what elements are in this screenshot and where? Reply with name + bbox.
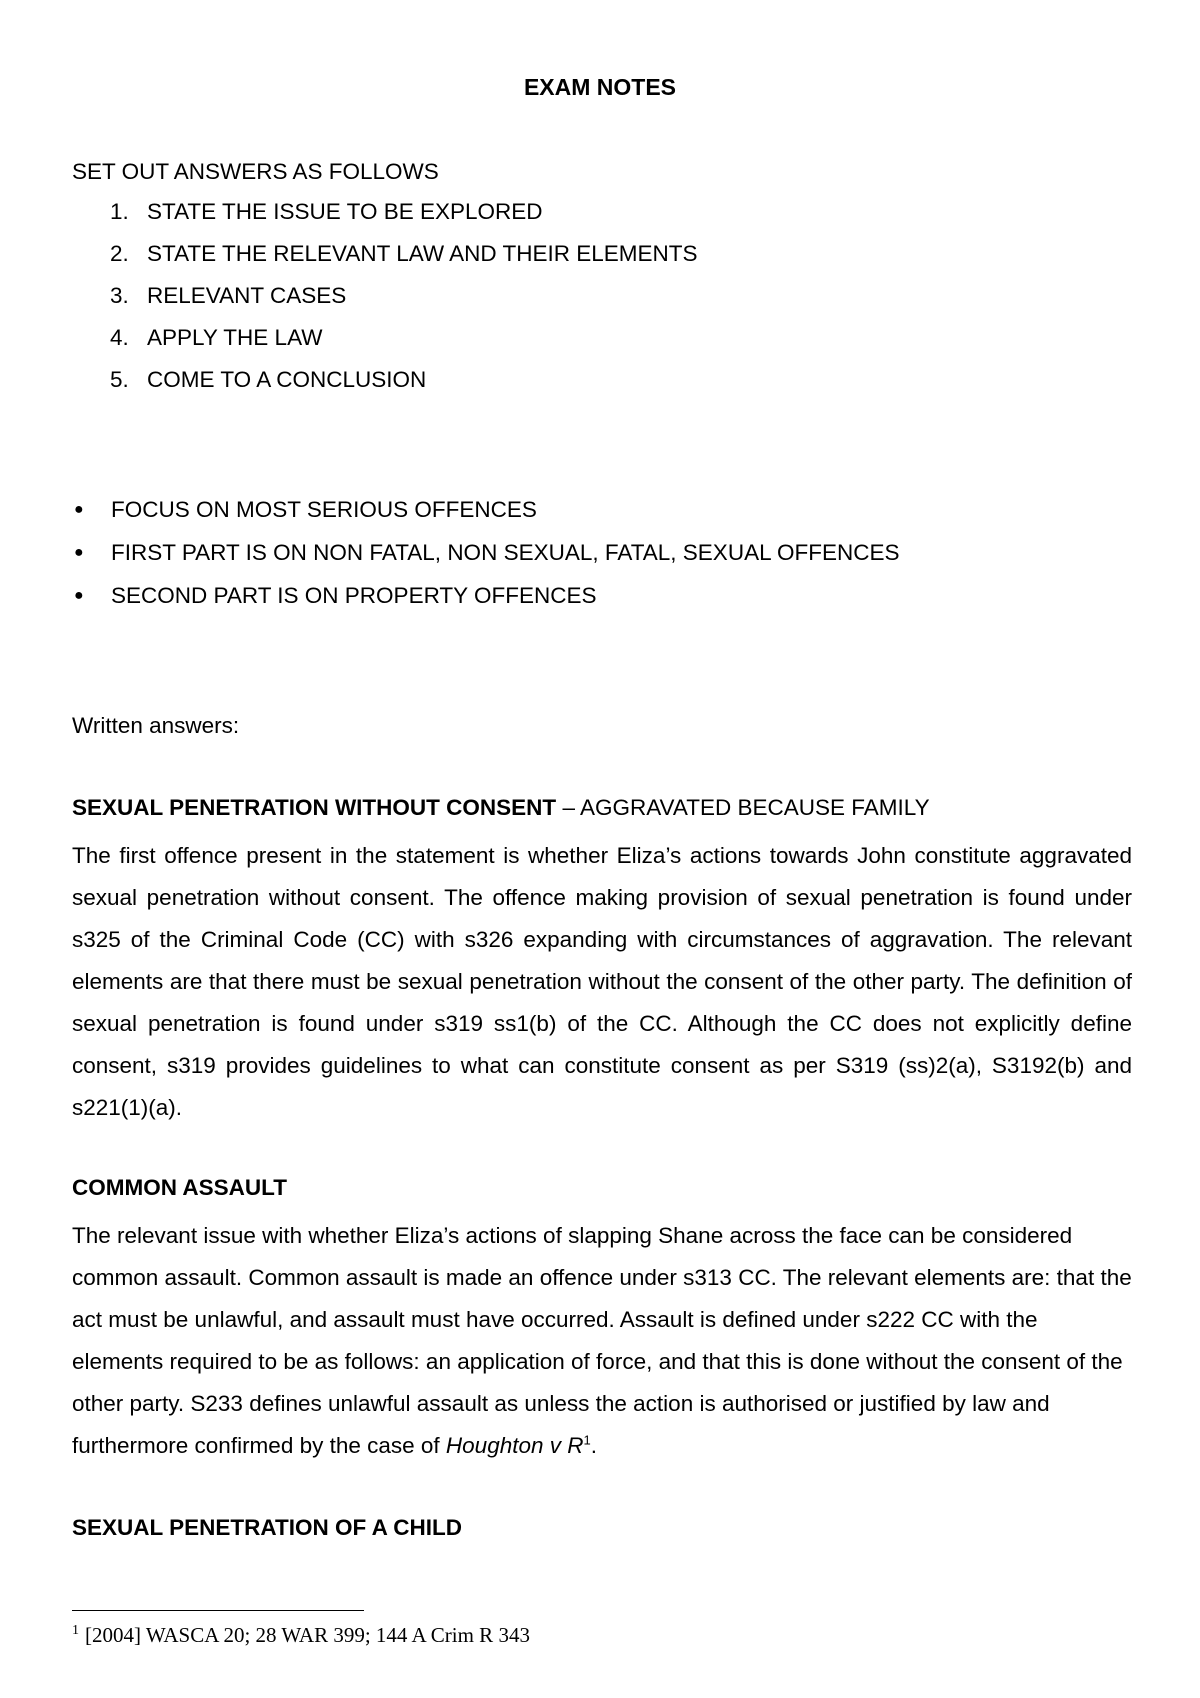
list-item-text: COME TO A CONCLUSION <box>147 367 427 392</box>
list-item <box>110 323 698 365</box>
list-number: 5. <box>110 367 129 392</box>
list-item <box>72 581 900 624</box>
section-body: The first offence present in the statement is whether Eliza’s actions towards John constitute aggravated sexual penetration without consent. The offence making provision of sexual penetration is found under s325 of the Criminal Code (CC) with s326 expanding with circumstances of aggravation. The relevant elements are that there must be sexual penetration without the consent of the other party. The definition of sexual penetration is found under s319 ss1(b) of the CC. Although the CC does not explicitly define consent, s319 provides guidelines to what can constitute consent as per S319 (ss)2(a), S3192(b) and s221(1)(a). <box>72 843 1132 1120</box>
footnote-text: [2004] WASCA 20; 28 WAR 399; 144 A Crim R 343 <box>85 1623 530 1647</box>
bullet-icon: ● <box>74 501 84 518</box>
answer-steps-list <box>110 197 698 407</box>
list-number: 4. <box>110 325 129 350</box>
section-heading-bold: COMMON ASSAULT <box>72 1175 287 1200</box>
list-item-text: APPLY THE LAW <box>147 325 323 350</box>
section-heading-bold: SEXUAL PENETRATION OF A CHILD <box>72 1515 463 1540</box>
written-answers-label: Written answers: <box>72 713 240 738</box>
list-item <box>110 197 698 239</box>
footnote-divider <box>72 1610 364 1611</box>
list-item-text: SECOND PART IS ON PROPERTY OFFENCES <box>111 583 597 608</box>
bullet-icon: ● <box>74 544 84 561</box>
list-item-text: STATE THE RELEVANT LAW AND THEIR ELEMENTS <box>147 241 698 266</box>
list-item <box>110 281 698 323</box>
section-sexual-penetration-of-child <box>72 1513 1132 1555</box>
list-item <box>72 495 900 538</box>
section-heading-bold: SEXUAL PENETRATION WITHOUT CONSENT <box>72 795 557 820</box>
list-number: 2. <box>110 241 129 266</box>
list-item-text: FIRST PART IS ON NON FATAL, NON SEXUAL, FATAL, SEXUAL OFFENCES <box>111 540 900 565</box>
list-item <box>110 365 698 407</box>
section-heading <box>72 793 1132 835</box>
section-body-text: The relevant issue with whether Eliza’s actions of slapping Shane across the face can be considered common assault. Common assault is made an offence under s313 CC. The relevant elements are: that the act must be unlawful, and assault must have occurred. Assault is defined under s222 CC with the elements required to be as follows: an application of force, and that this is done without the consent of the other party. S233 defines unlawful assault as unless the action is authorised or justified by law and furthermore confirmed by the case of <box>72 1223 1132 1458</box>
focus-bullet-list <box>72 495 900 624</box>
section-body <box>72 1215 1132 1467</box>
footnote <box>72 1620 530 1650</box>
footnote-reference: 1 <box>583 1432 591 1448</box>
list-item-text: RELEVANT CASES <box>147 283 347 308</box>
list-item <box>110 239 698 281</box>
case-citation: Houghton v R <box>445 1433 584 1458</box>
section-heading <box>72 1513 1132 1555</box>
section-heading <box>72 1173 1132 1215</box>
bullet-icon: ● <box>74 587 84 604</box>
section-heading-rest: – AGGRAVATED BECAUSE FAMILY <box>556 795 930 820</box>
footnote-number: 1 <box>72 1623 79 1638</box>
section-sexual-penetration-without-consent <box>72 793 1132 1129</box>
section-common-assault <box>72 1173 1132 1467</box>
list-item-text: FOCUS ON MOST SERIOUS OFFENCES <box>111 497 537 522</box>
intro-line: SET OUT ANSWERS AS FOLLOWS <box>72 159 439 184</box>
section-body-end: . <box>590 1433 598 1458</box>
list-number: 1. <box>110 199 129 224</box>
list-item <box>72 538 900 581</box>
list-number: 3. <box>110 283 129 308</box>
list-item-text: STATE THE ISSUE TO BE EXPLORED <box>147 199 543 224</box>
page-title: EXAM NOTES <box>523 74 677 100</box>
